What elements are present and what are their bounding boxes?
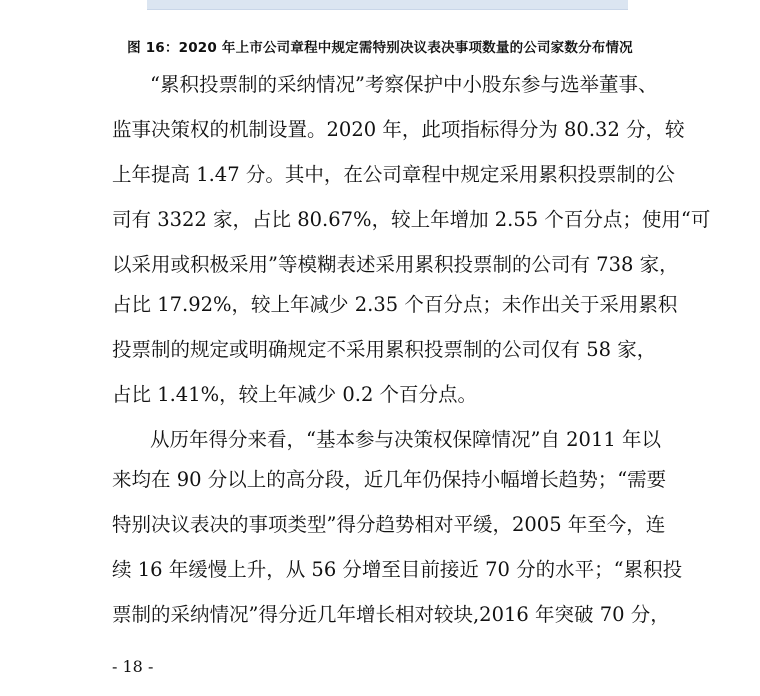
text-line: 监事决策权的机制设置。2020 年，此项指标得分为 80.32 分，较 <box>112 118 685 141</box>
text-line: 续 16 年缓慢上升，从 56 分增至目前接近 70 分的水平；“累积投 <box>112 558 683 581</box>
text-line: 占比 17.92%，较上年减少 2.35 个百分点；未作出关于采用累积 <box>112 293 678 316</box>
text-line: “累积投票制的采纳情况”考察保护中小股东参与选举董事、 <box>150 73 658 96</box>
text-line: 司有 3322 家，占比 80.67%，较上年增加 2.55 个百分点；使用“可 <box>112 208 711 231</box>
text-line: 特别决议表决的事项类型”得分趋势相对平缓，2005 年至今，连 <box>112 513 666 536</box>
text-line: 上年提高 1.47 分。其中，在公司章程中规定采用累积投票制的公 <box>112 163 675 186</box>
text-line: 投票制的规定或明确规定不采用累积投票制的公司仅有 58 家， <box>112 338 657 361</box>
text-line: 票制的采纳情况”得分近几年增长相对较块,2016 年突破 70 分， <box>112 603 670 626</box>
text-line: 以采用或积极采用”等模糊表述采用累积投票制的公司有 738 家， <box>112 253 679 276</box>
figure-bottom-edge <box>147 0 628 10</box>
text-line: 从历年得分来看，“基本参与决策权保障情况”自 2011 年以 <box>150 428 661 451</box>
figure-caption: 图 16：2020 年上市公司章程中规定需特别决议表决事项数量的公司家数分布情况 <box>127 40 633 56</box>
text-line: 占比 1.41%，较上年减少 0.2 个百分点。 <box>112 383 478 406</box>
page-number: - 18 - <box>112 657 154 676</box>
text-line: 来均在 90 分以上的高分段，近几年仍保持小幅增长趋势；“需要 <box>112 468 667 491</box>
